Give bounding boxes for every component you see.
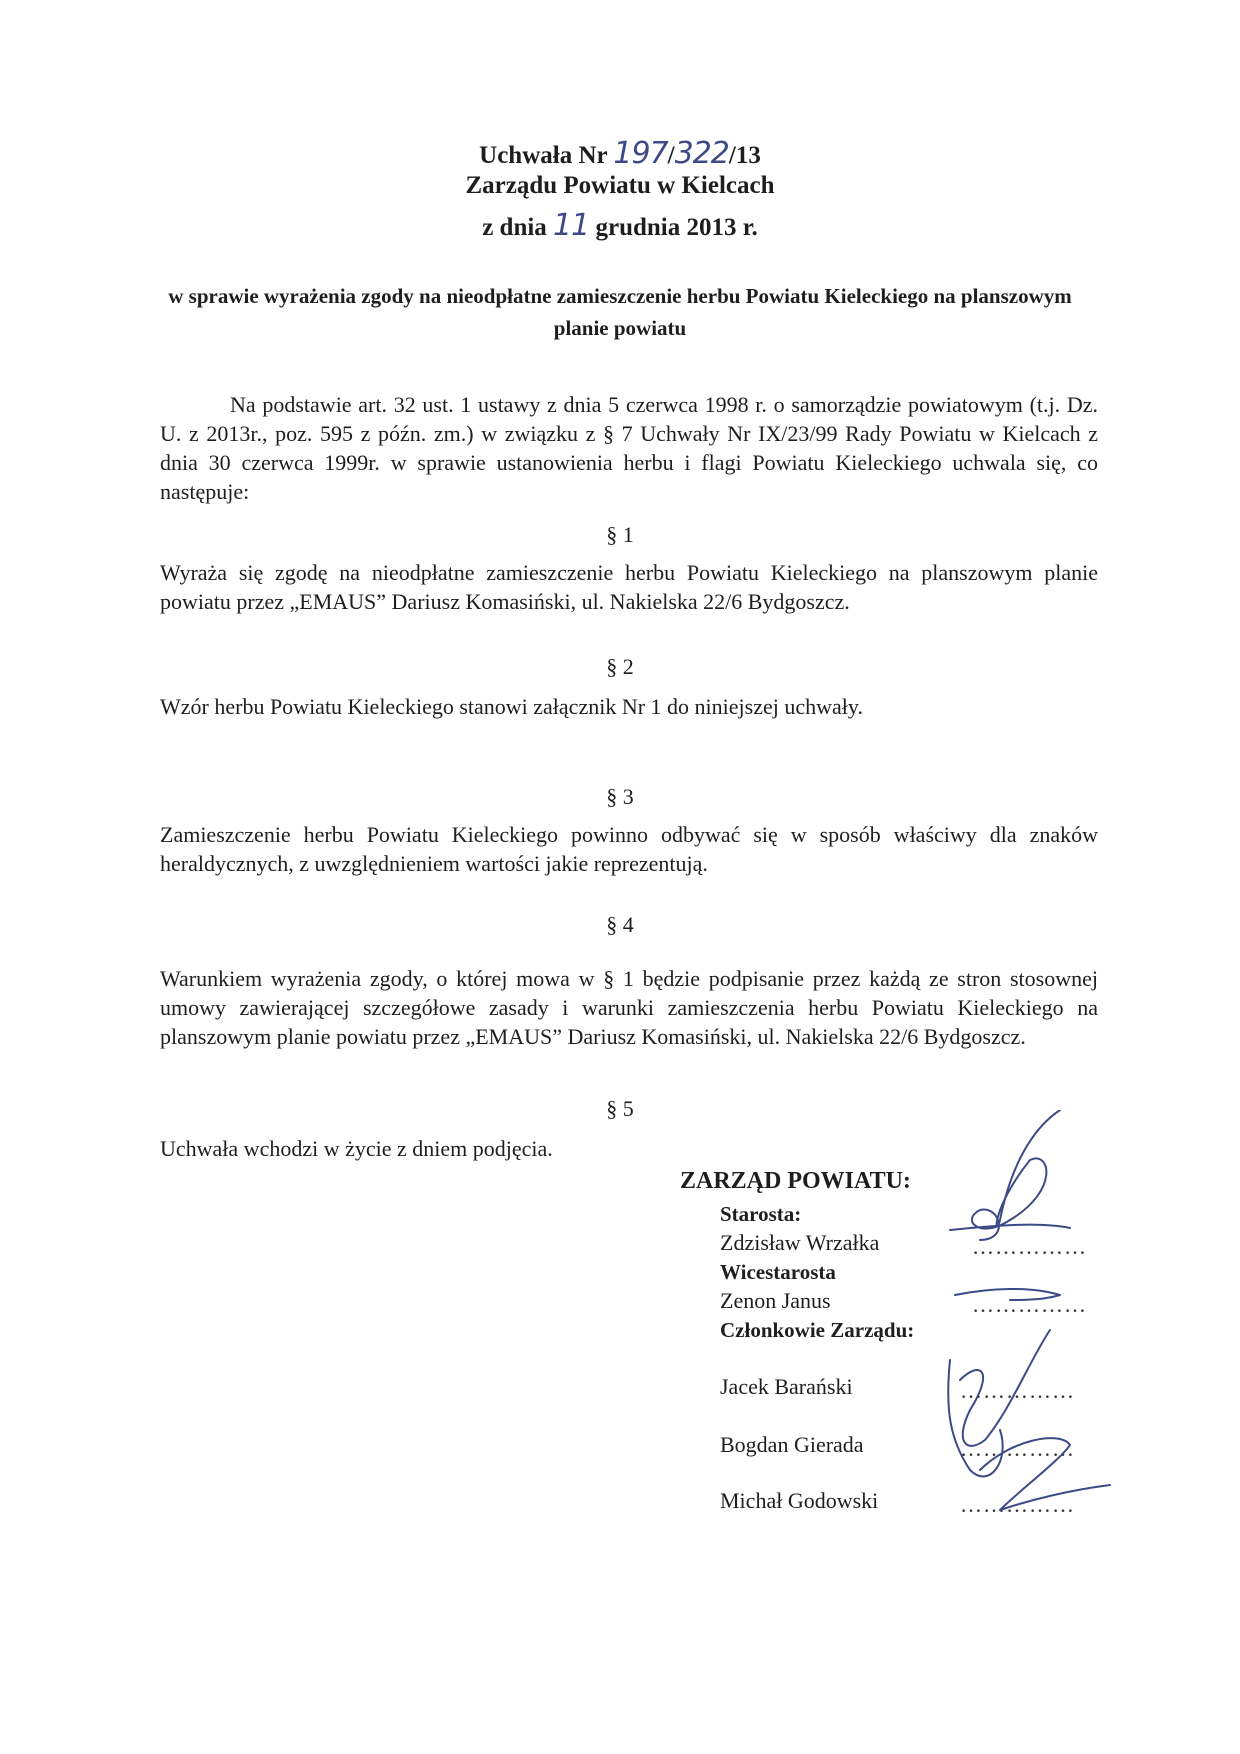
member-name-1: Jacek Barański xyxy=(720,1374,853,1399)
section-1-text: Wyraża się zgodę na nieodpłatne zamieszczenie herbu Powiatu Kieleckiego na planszowym planie powiatu przez „EMAUS” Dariusz Komasiński, ul. Nakielska 22/6 Bydgoszcz. xyxy=(160,560,1098,614)
section-1-heading: § 1 xyxy=(606,522,634,547)
resolution-subject: w sprawie wyrażenia zgody na nieodpłatne zamieszczenie herbu Powiatu Kieleckiego na planszowym planie powiatu xyxy=(168,284,1072,340)
board-title: ZARZĄD POWIATU: xyxy=(680,1168,911,1194)
members-role: Członkowie Zarządu: xyxy=(720,1318,915,1342)
section-3-text: Zamieszczenie herbu Powiatu Kieleckiego powinno odbywać się w sposób właściwy dla znaków heraldycznych, z uwzględnieniem wartości jakie reprezentują. xyxy=(160,822,1098,876)
date-prefix: z dnia xyxy=(482,214,554,241)
starosta-role: Starosta: xyxy=(720,1202,802,1226)
issuing-body: Zarządu Powiatu w Kielcach xyxy=(465,172,775,199)
resolution-number-line xyxy=(0,136,1240,171)
member-name-3: Michał Godowski xyxy=(720,1488,879,1513)
wicestarosta-name: Zenon Janus xyxy=(720,1288,831,1313)
signature-starosta-underline xyxy=(950,1225,1070,1230)
section-4-heading: § 4 xyxy=(606,912,634,937)
member-signature-line-3: …………… xyxy=(960,1492,1075,1517)
date-suffix: grudnia 2013 r. xyxy=(589,214,758,241)
handwritten-signatures xyxy=(940,1110,1160,1540)
member-signature-line-2: …………… xyxy=(960,1436,1075,1461)
handwritten-day: 11 xyxy=(553,208,590,243)
member-signature-line-1: …………… xyxy=(960,1378,1075,1403)
wicestarosta-signature-line: …………… xyxy=(972,1292,1087,1317)
section-5-heading: § 5 xyxy=(606,1096,634,1121)
resolution-number-suffix: /13 xyxy=(728,142,761,169)
member-name-2: Bogdan Gierada xyxy=(720,1432,864,1457)
signature-member-3 xyxy=(980,1438,1110,1510)
signature-member-1 xyxy=(960,1330,1050,1446)
handwritten-number: 197 xyxy=(613,136,668,171)
wicestarosta-role: Wicestarosta xyxy=(720,1260,836,1284)
starosta-signature-line: …………… xyxy=(972,1234,1087,1259)
resolution-date-line xyxy=(0,208,1240,243)
preamble: Na podstawie art. 32 ust. 1 ustawy z dnia 5 czerwca 1998 r. o samorządzie powiatowym (t.j. Dz. U. z 2013r., poz. 595 z późn. zm.) w związku z § 7 Uchwały Nr IX/23/99 Rady Powiatu w Kielcach z dnia 30 czerwca 1999r. w sprawie ustanowienia herbu i flagi Powiatu Kieleckiego uchwala się, co następuje: xyxy=(160,392,1098,504)
handwritten-number-2: 322 xyxy=(674,136,729,171)
section-4-text: Warunkiem wyrażenia zgody, o której mowa w § 1 będzie podpisanie przez każdą ze stron stosownej umowy zawierającej szczegółowe zasady i warunki zamieszczenia herbu Powiatu Kieleckiego na planszowym planie powiatu przez „EMAUS” Dariusz Komasiński, ul. Nakielska 22/6 Bydgoszcz. xyxy=(160,966,1098,1049)
section-2-text: Wzór herbu Powiatu Kieleckiego stanowi załącznik Nr 1 do niniejszej uchwały. xyxy=(160,694,863,719)
section-2-heading: § 2 xyxy=(606,654,634,679)
signature-starosta xyxy=(972,1110,1060,1240)
section-3-heading: § 3 xyxy=(606,784,634,809)
starosta-name: Zdzisław Wrzałka xyxy=(720,1230,880,1255)
signature-wicestarosta xyxy=(955,1289,1060,1300)
section-5-text: Uchwała wchodzi w życie z dniem podjęcia. xyxy=(160,1136,553,1161)
number-separator: / xyxy=(667,142,675,169)
resolution-number-prefix: Uchwała Nr xyxy=(479,142,614,169)
